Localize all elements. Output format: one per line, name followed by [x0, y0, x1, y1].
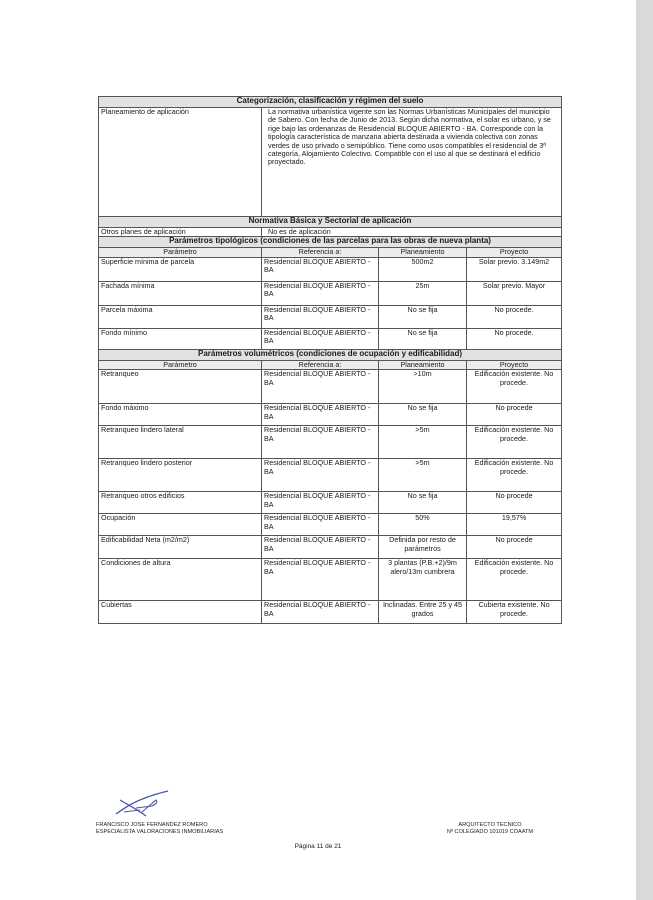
volumetricos-header-plan: Planeamiento — [379, 360, 467, 369]
tipologicos-row — [99, 257, 562, 281]
volumetricos-cell-plan: 3 plantas (P.B.+2)/9m alero/13m cumbrera — [379, 559, 467, 601]
volumetricos-cell-plan: Definida por resto de parámetros — [379, 536, 467, 559]
volumetricos-body — [99, 360, 562, 623]
tipologicos-cell-proj: Solar previo. 3.149m2 — [467, 257, 562, 281]
footer-registration: Nº COLEGIADO 101019 COAATM — [446, 828, 534, 835]
volumetricos-cell-plan: >5m — [379, 426, 467, 459]
page-edge-shadow — [636, 0, 653, 900]
volumetricos-header-param: Parámetro — [99, 360, 262, 369]
volumetricos-row — [99, 404, 562, 426]
volumetricos-cell-proj: No procede — [467, 492, 562, 514]
tipologicos-cell-plan: 25m — [379, 281, 467, 305]
volumetricos-cell-param: Retranqueo — [99, 370, 262, 404]
volumetricos-cell-plan: >5m — [379, 459, 467, 492]
volumetricos-cell-ref: Residencial BLOQUE ABIERTO - BA — [262, 559, 379, 601]
volumetricos-cell-param: Retranqueo otros edificios — [99, 492, 262, 514]
volumetricos-cell-proj: 19,57% — [467, 514, 562, 536]
tipologicos-cell-proj: Solar previo. Mayor — [467, 281, 562, 305]
volumetricos-cell-proj: No procede — [467, 404, 562, 426]
tipologicos-cell-param: Superficie mínima de parcela — [99, 257, 262, 281]
row-label-planeamiento: Planeamiento de aplicación — [99, 108, 262, 217]
footer-signer-title: ESPECIALISTA VALORACIONES INMOBILIARIAS — [96, 828, 224, 835]
tipologicos-cell-param: Parcela máxima — [99, 305, 262, 328]
volumetricos-cell-ref: Residencial BLOQUE ABIERTO - BA — [262, 404, 379, 426]
section-title-tipologicos: Parámetros tipológicos (condiciones de las parcelas para las obras de nueva planta) — [99, 237, 562, 248]
row-value-otros-planes: No es de aplicación — [262, 228, 562, 237]
page-number: Página 11 de 21 — [294, 843, 342, 850]
footer-signer-name: FRANCISCO JOSE FERNANDEZ ROMERO — [96, 822, 208, 828]
volumetricos-row — [99, 559, 562, 601]
tipologicos-header-ref: Referencia a: — [262, 248, 379, 257]
volumetricos-cell-ref: Residencial BLOQUE ABIERTO - BA — [262, 536, 379, 559]
row-text-planeamiento: La normativa urbanística vigente son las Normas Urbanísticas Municipales del municipio de Sabero. Con fecha de Junio de 2013. Según dicha normativa, el solar es urbano, y se rige bajo las ordenanzas de Residencial BLOQUE ABIERTO - BA. Corresponde con la tipología característica de manzana abierta destinada a vivienda colectiva con zonas verdes de uso privado o semipúblico. Tiene como usos compatibles el residencial de 3ª categoría, Alojamiento Colectivo. Compatible con el uso al que se destinará el edificio proyectado. — [262, 108, 562, 217]
row-label-otros-planes: Otros planes de aplicación — [99, 228, 262, 237]
tipologicos-cell-ref: Residencial BLOQUE ABIERTO - BA — [262, 257, 379, 281]
volumetricos-row — [99, 426, 562, 459]
volumetricos-header-ref: Referencia a: — [262, 360, 379, 369]
volumetricos-cell-param: Ocupación — [99, 514, 262, 536]
tipologicos-cell-ref: Residencial BLOQUE ABIERTO - BA — [262, 305, 379, 328]
volumetricos-cell-proj: Edificación existente. No procede. — [467, 559, 562, 601]
volumetricos-row — [99, 536, 562, 559]
volumetricos-cell-proj: Edificación existente. No procede. — [467, 370, 562, 404]
volumetricos-cell-plan: No se fija — [379, 404, 467, 426]
footer-left — [96, 822, 223, 835]
volumetricos-cell-plan: 50% — [379, 514, 467, 536]
volumetricos-cell-param: Fondo máximo — [99, 404, 262, 426]
tipologicos-row — [99, 281, 562, 305]
volumetricos-row — [99, 370, 562, 404]
volumetricos-cell-proj: No procede — [467, 536, 562, 559]
urban-parameters-table — [98, 96, 562, 624]
tipologicos-body — [99, 248, 562, 349]
volumetricos-cell-ref: Residencial BLOQUE ABIERTO - BA — [262, 492, 379, 514]
volumetricos-cell-ref: Residencial BLOQUE ABIERTO - BA — [262, 601, 379, 624]
tipologicos-cell-ref: Residencial BLOQUE ABIERTO - BA — [262, 328, 379, 349]
tipologicos-cell-plan: 500m2 — [379, 257, 467, 281]
volumetricos-cell-param: Retranqueo lindero lateral — [99, 426, 262, 459]
tipologicos-cell-param: Fachada mínima — [99, 281, 262, 305]
footer-architect-title: ARQUITECTO TECNICO — [458, 822, 522, 828]
section-title-volumetricos: Parámetros volumétricos (condiciones de ocupación y edificabilidad) — [99, 349, 562, 360]
tipologicos-cell-ref: Residencial BLOQUE ABIERTO - BA — [262, 281, 379, 305]
volumetricos-cell-ref: Residencial BLOQUE ABIERTO - BA — [262, 514, 379, 536]
tipologicos-cell-proj: No procede. — [467, 328, 562, 349]
tipologicos-cell-plan: No se fija — [379, 305, 467, 328]
footer-right — [430, 822, 550, 835]
tipologicos-header-param: Parámetro — [99, 248, 262, 257]
volumetricos-row — [99, 514, 562, 536]
volumetricos-cell-param: Edificabilidad Neta (m2/m2) — [99, 536, 262, 559]
volumetricos-cell-ref: Residencial BLOQUE ABIERTO - BA — [262, 370, 379, 404]
volumetricos-cell-param: Cubiertas — [99, 601, 262, 624]
volumetricos-cell-plan: Inclinadas. Entre 25 y 45 grados — [379, 601, 467, 624]
tipologicos-row — [99, 328, 562, 349]
volumetricos-header-proj: Proyecto — [467, 360, 562, 369]
tipologicos-cell-proj: No procede. — [467, 305, 562, 328]
volumetricos-cell-param: Condiciones de altura — [99, 559, 262, 601]
section-title-normativa: Normativa Básica y Sectorial de aplicación — [99, 217, 562, 228]
tipologicos-header-proj: Proyecto — [467, 248, 562, 257]
section-title-categorizacion: Categorización, clasificación y régimen del suelo — [99, 97, 562, 108]
volumetricos-row — [99, 459, 562, 492]
volumetricos-cell-proj: Edificación existente. No procede. — [467, 426, 562, 459]
volumetricos-cell-proj: Cubierta existente. No procede. — [467, 601, 562, 624]
volumetricos-cell-proj: Edificación existente. No procede. — [467, 459, 562, 492]
volumetricos-cell-ref: Residencial BLOQUE ABIERTO - BA — [262, 426, 379, 459]
volumetricos-cell-plan: No se fija — [379, 492, 467, 514]
signature-image — [112, 788, 174, 820]
tipologicos-header-plan: Planeamiento — [379, 248, 467, 257]
tipologicos-cell-plan: No se fija — [379, 328, 467, 349]
tipologicos-row — [99, 305, 562, 328]
volumetricos-cell-ref: Residencial BLOQUE ABIERTO - BA — [262, 459, 379, 492]
tipologicos-cell-param: Fondo mínimo — [99, 328, 262, 349]
volumetricos-cell-plan: >10m — [379, 370, 467, 404]
volumetricos-row — [99, 601, 562, 624]
volumetricos-row — [99, 492, 562, 514]
volumetricos-cell-param: Retranqueo lindero posterior — [99, 459, 262, 492]
